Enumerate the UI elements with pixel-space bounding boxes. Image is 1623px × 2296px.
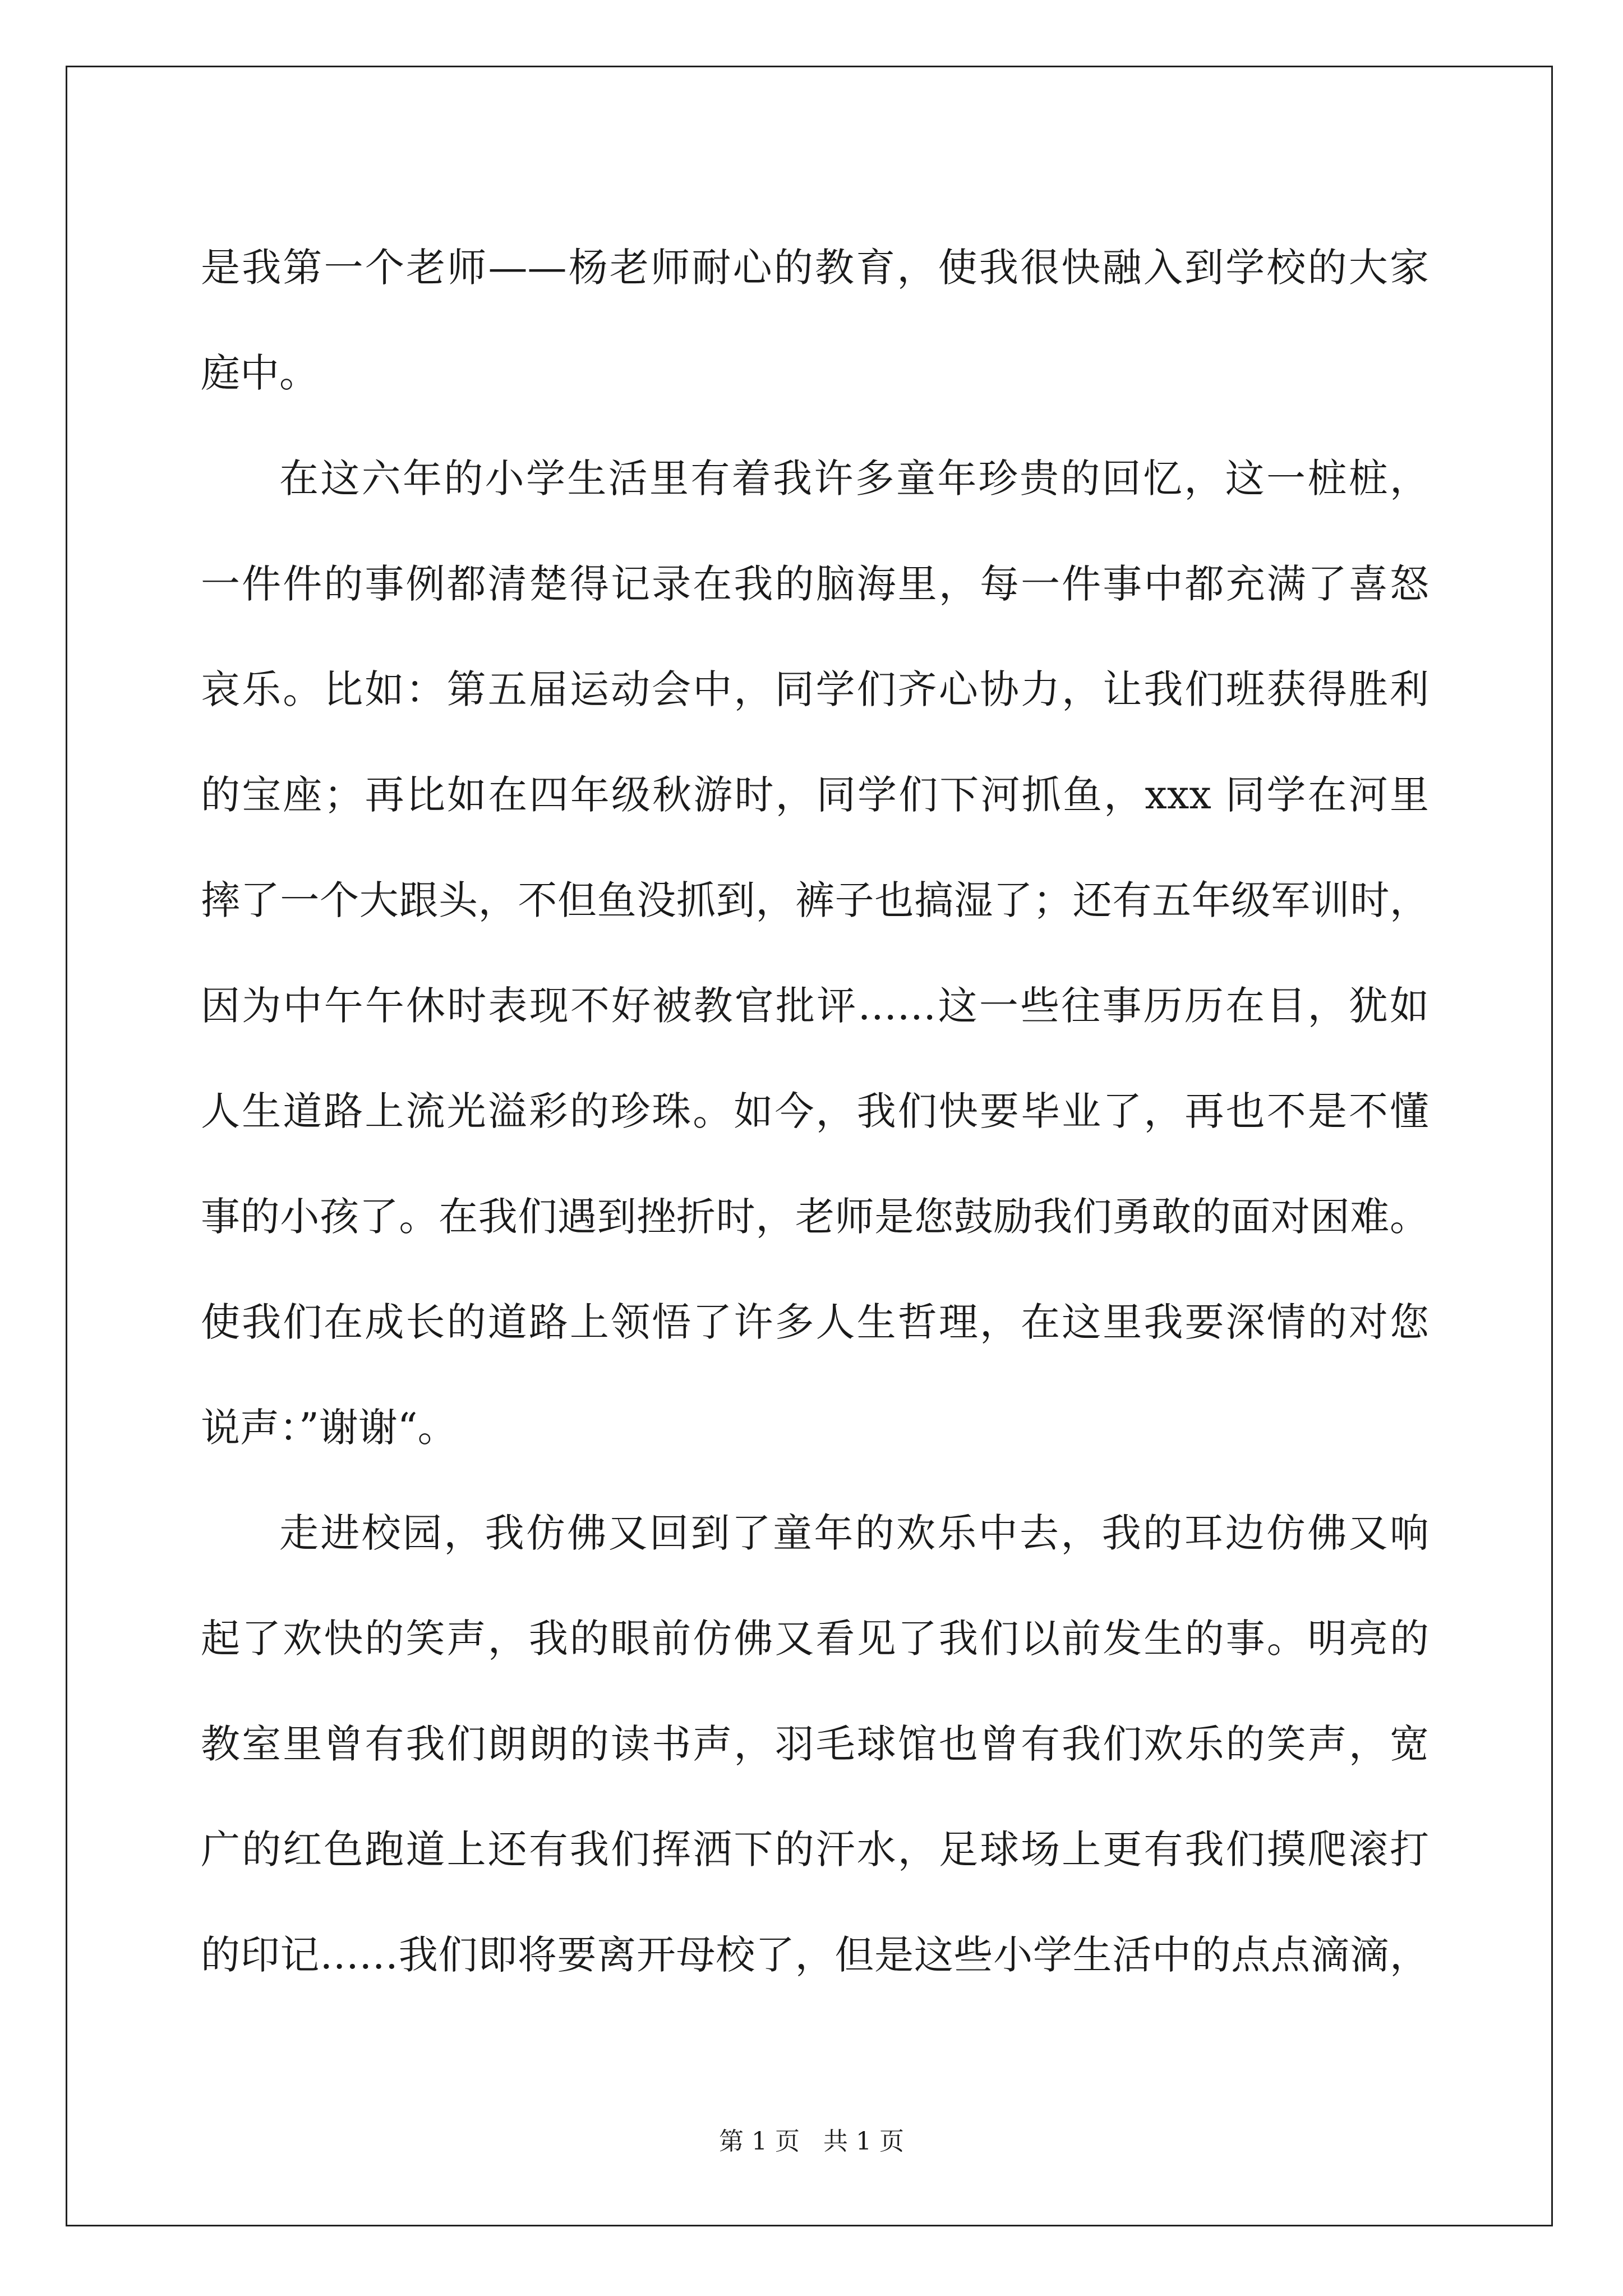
document-body	[201, 215, 1429, 2008]
text-line: 哀乐。比如：第五届运动会中，同学们齐心协力，让我们班获得胜利	[201, 666, 1429, 712]
text-line: 使我们在成长的道路上领悟了许多人生哲理，在这里我要深情的对您	[201, 1299, 1429, 1345]
text-line: 的宝座；再比如在四年级秋游时，同学们下河抓鱼，xxx 同学在河里	[201, 772, 1429, 818]
text-line: 在这六年的小学生活里有着我许多童年珍贵的回忆，这一桩桩，	[279, 455, 1429, 501]
text-line: 因为中午午休时表现不好被教官批评……这一些往事历历在目，犹如	[201, 983, 1429, 1029]
text-line: 是我第一个老师——杨老师耐心的教育，使我很快融入到学校的大家	[201, 245, 1429, 291]
text-line: 事的小孩了。在我们遇到挫折时，老师是您鼓励我们勇敢的面对困难。	[201, 1194, 1429, 1240]
page-footer	[0, 2125, 1623, 2159]
text-line: 摔了一个大跟头，不但鱼没抓到，裤子也搞湿了；还有五年级军训时，	[201, 877, 1429, 923]
page-total: 共 1 页	[823, 2127, 904, 2156]
text-line: 的印记……我们即将要离开母校了，但是这些小学生活中的点点滴滴，	[201, 1932, 1429, 1978]
text-line: 庭中。	[201, 350, 319, 396]
text-line: 人生道路上流光溢彩的珍珠。如今，我们快要毕业了，再也不是不懂	[201, 1088, 1429, 1134]
text-line: 说声：”谢谢“。	[201, 1405, 457, 1451]
page-number: 第 1 页	[719, 2127, 800, 2156]
text-line: 走进校园，我仿佛又回到了童年的欢乐中去，我的耳边仿佛又响	[279, 1510, 1429, 1556]
text-line: 一件件的事例都清楚得记录在我的脑海里，每一件事中都充满了喜怒	[201, 561, 1429, 607]
text-line: 广的红色跑道上还有我们挥洒下的汗水，足球场上更有我们摸爬滚打	[201, 1826, 1429, 1872]
text-line: 起了欢快的笑声，我的眼前仿佛又看见了我们以前发生的事。明亮的	[201, 1616, 1429, 1662]
text-line: 教室里曾有我们朗朗的读书声，羽毛球馆也曾有我们欢乐的笑声，宽	[201, 1721, 1429, 1767]
